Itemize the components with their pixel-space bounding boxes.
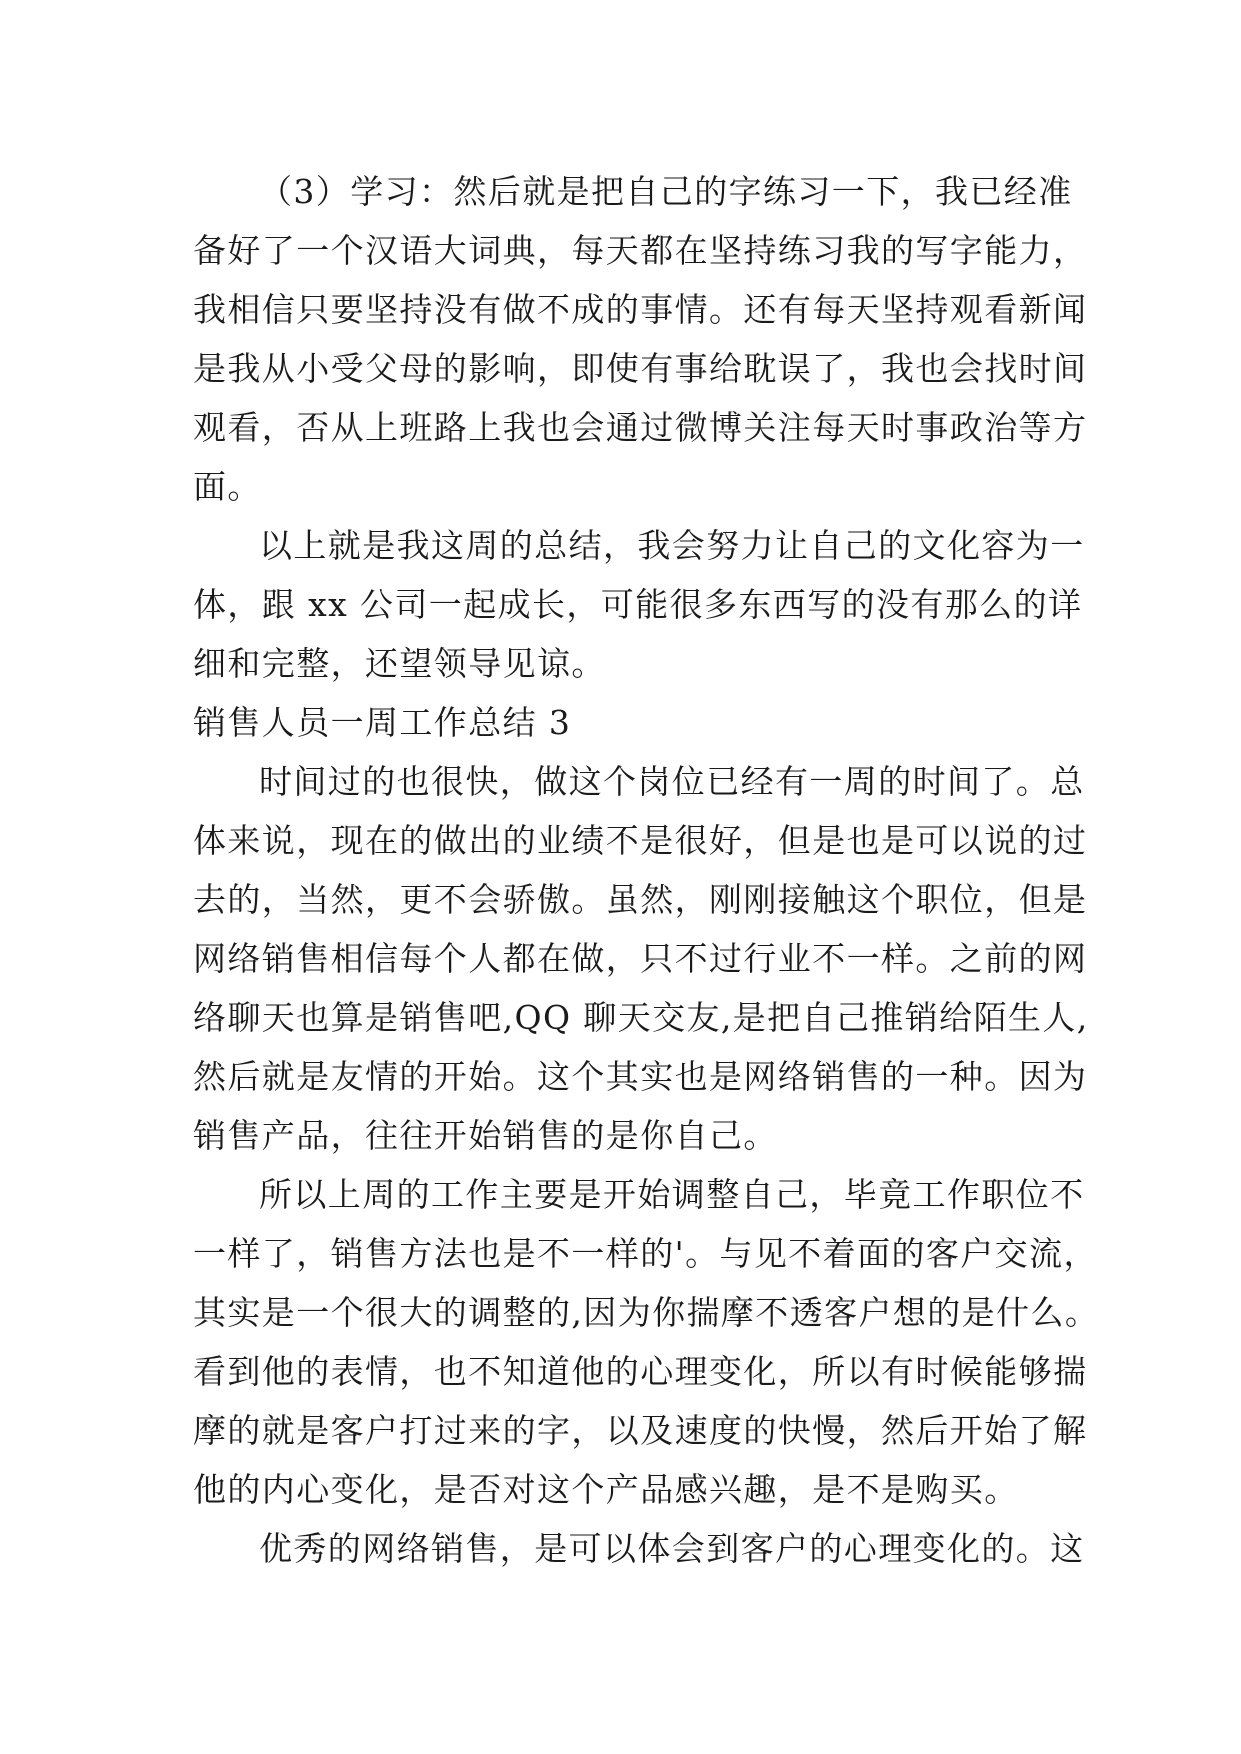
document-body <box>193 162 1100 1578</box>
text-line: 观看，否从上班路上我也会通过微博关注每天时事政治等方 <box>193 408 1088 447</box>
text-line: 看到他的表情，也不知道他的心理变化，所以有时候能够揣 <box>193 1352 1088 1391</box>
text-line: 摩的就是客户打过来的字，以及速度的快慢，然后开始了解 <box>193 1411 1088 1450</box>
text-line: 一样了，销售方法也是不一样的'。与见不着面的客户交流， <box>193 1234 1098 1273</box>
text-line: 体，跟 xx 公司一起成长，可能很多东西写的没有那么的详 <box>193 585 1083 624</box>
text-line: 然后就是友情的开始。这个其实也是网络销售的一种。因为 <box>193 1057 1088 1096</box>
section-heading: 销售人员一周工作总结 3 <box>193 703 572 742</box>
text-line: 他的内心变化，是否对这个产品感兴趣，是不是购买。 <box>193 1470 1019 1509</box>
text-line: 备好了一个汉语大词典，每天都在坚持练习我的写字能力， <box>193 231 1088 270</box>
text-line: 去的，当然，更不会骄傲。虽然，刚刚接触这个职位，但是 <box>193 880 1088 919</box>
text-line: 体来说，现在的做出的业绩不是很好，但是也是可以说的过 <box>193 821 1088 860</box>
text-line: 我相信只要坚持没有做不成的事情。还有每天坚持观看新闻 <box>193 290 1088 329</box>
text-line: 是我从小受父母的影响，即使有事给耽误了，我也会找时间 <box>193 349 1088 388</box>
text-line: 所以上周的工作主要是开始调整自己，毕竟工作职位不 <box>259 1175 1085 1214</box>
text-line: 网络销售相信每个人都在做，只不过行业不一样。之前的网 <box>193 939 1088 978</box>
text-line: 细和完整，还望领导见谅。 <box>193 644 606 683</box>
text-line: 优秀的网络销售，是可以体会到客户的心理变化的。这 <box>259 1529 1085 1568</box>
text-line: 以上就是我这周的总结，我会努力让自己的文化容为一 <box>259 526 1085 565</box>
text-line: （3）学习：然后就是把自己的字练习一下，我已经准 <box>259 172 1073 211</box>
text-line: 面。 <box>193 467 262 506</box>
text-line: 其实是一个很大的调整的,因为你揣摩不透客户想的是什么。 <box>193 1293 1100 1332</box>
text-line: 销售产品，往往开始销售的是你自己。 <box>193 1116 778 1155</box>
text-line: 时间过的也很快，做这个岗位已经有一周的时间了。总 <box>259 762 1085 801</box>
text-line: 络聊天也算是销售吧,QQ 聊天交友,是把自己推销给陌生人, <box>193 998 1089 1037</box>
